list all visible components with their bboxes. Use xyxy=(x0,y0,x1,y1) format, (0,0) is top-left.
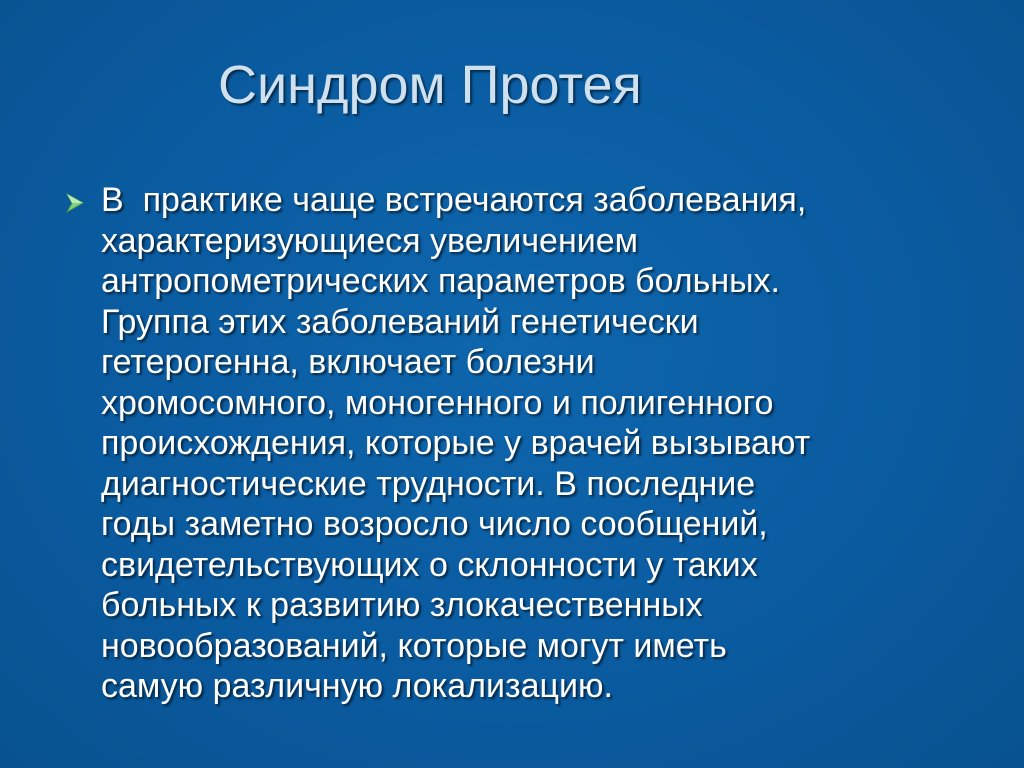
bullet-text-line: самую различную локализацию. xyxy=(101,667,613,705)
bullet-text-line: годы заметно возросло число сообщений, xyxy=(101,505,768,543)
slide-title: Синдром Протея xyxy=(218,55,642,115)
bullet-text-line: новообразований, которые могут иметь xyxy=(101,626,727,665)
chevron-arrow-icon xyxy=(64,192,86,214)
bullet-text-line: больных к развитию злокачественных xyxy=(101,586,703,624)
bullet-text xyxy=(101,180,961,707)
bullet-text-line: характеризующиеся увеличением xyxy=(101,221,639,260)
bullet-text-line: хромосомного, моногенного и полигенного xyxy=(101,383,774,422)
bullet-text-line: диагностические трудности. В последние xyxy=(101,464,756,503)
bullet-text-line: гетерогенна, включает болезни xyxy=(101,343,595,381)
bullet-text-line: антропометрических параметров больных. xyxy=(101,262,781,300)
bullet-text-line: В практике чаще встречаются заболевания, xyxy=(101,181,807,219)
bullet-text-line: свидетельствующих о склонности у таких xyxy=(101,545,758,584)
bullet-text-line: Группа этих заболеваний генетически xyxy=(101,302,699,341)
bullet-text-line: происхождения, которые у врачей вызывают xyxy=(101,424,811,462)
